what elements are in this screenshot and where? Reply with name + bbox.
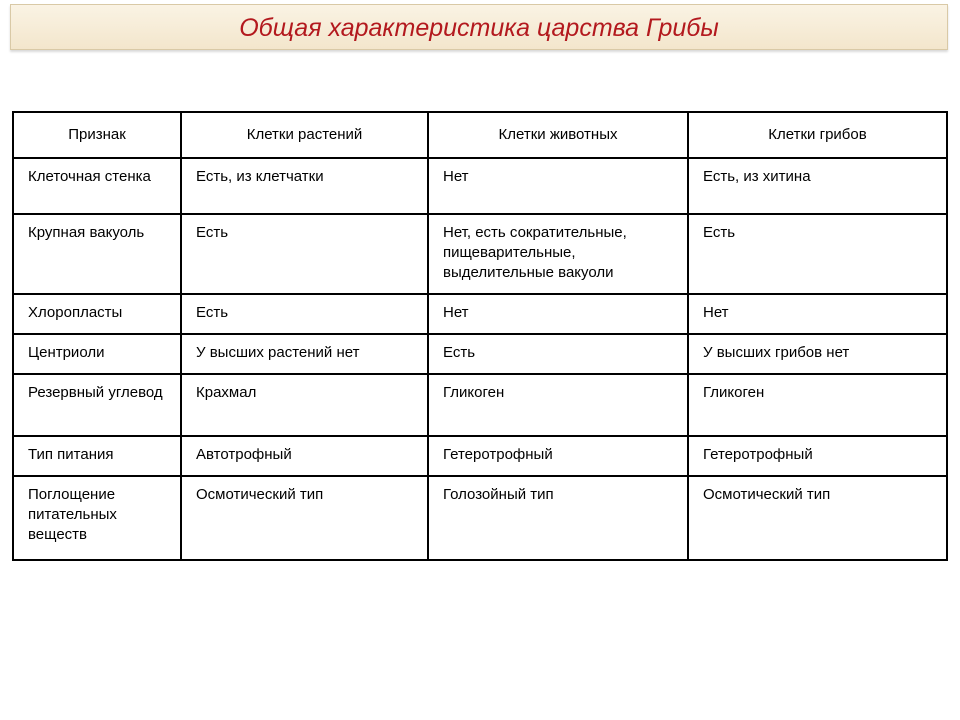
fungus-cell: Гетеротрофный [688,436,947,476]
fungus-cell: Осмотический тип [688,476,947,560]
plant-cell: У высших растений нет [181,334,428,374]
animal-cell: Гликоген [428,374,688,436]
header-cell: Клетки животных [428,112,688,158]
table-row [13,294,947,334]
trait-cell: Тип питания [13,436,181,476]
plant-cell: Осмотический тип [181,476,428,560]
animal-cell: Гетеротрофный [428,436,688,476]
trait-cell: Хлоропласты [13,294,181,334]
table-row [13,334,947,374]
table-row [13,374,947,436]
animal-cell: Нет [428,294,688,334]
table-row [13,476,947,560]
trait-cell: Резервный углевод [13,374,181,436]
fungus-cell: Есть [688,214,947,294]
plant-cell: Автотрофный [181,436,428,476]
fungus-cell: Нет [688,294,947,334]
table-row [13,158,947,214]
animal-cell: Нет [428,158,688,214]
title-banner [10,4,948,50]
fungus-cell: Гликоген [688,374,947,436]
plant-cell: Есть, из клетчатки [181,158,428,214]
animal-cell: Есть [428,334,688,374]
table-row [13,214,947,294]
table-row [13,436,947,476]
fungus-cell: Есть, из хитина [688,158,947,214]
header-cell: Признак [13,112,181,158]
fungus-cell: У высших грибов нет [688,334,947,374]
comparison-table [12,111,948,561]
trait-cell: Клеточная стенка [13,158,181,214]
animal-cell: Нет, есть сократительные, пищеварительные, выделительные вакуоли [428,214,688,294]
trait-cell: Поглощение питательных веществ [13,476,181,560]
plant-cell: Крахмал [181,374,428,436]
header-cell: Клетки грибов [688,112,947,158]
trait-cell: Крупная вакуоль [13,214,181,294]
table-header-row [13,112,947,158]
trait-cell: Центриоли [13,334,181,374]
plant-cell: Есть [181,214,428,294]
animal-cell: Голозойный тип [428,476,688,560]
page-title: Общая характеристика царства Грибы [239,14,719,42]
plant-cell: Есть [181,294,428,334]
header-cell: Клетки растений [181,112,428,158]
